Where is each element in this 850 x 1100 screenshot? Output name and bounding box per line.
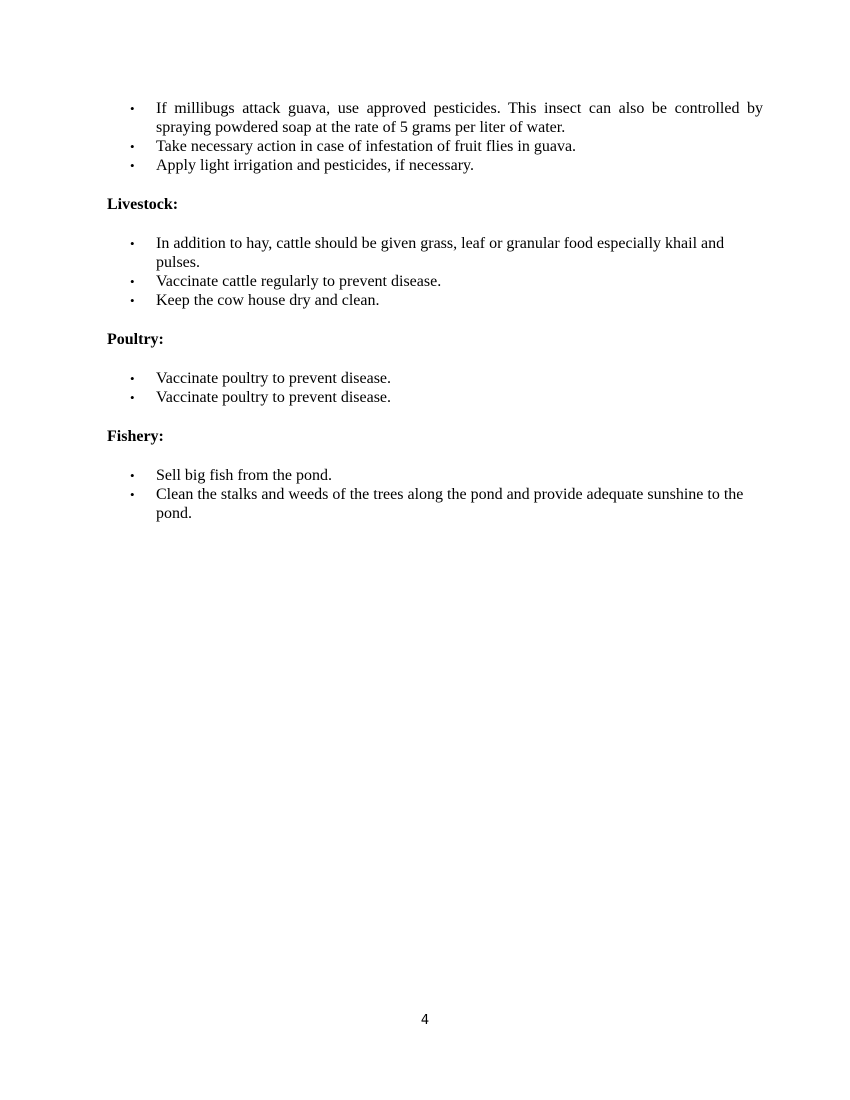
list-item-text: Sell big fish from the pond. <box>156 467 332 484</box>
fishery-list <box>107 466 763 523</box>
page-content <box>107 99 763 523</box>
bullet-icon: • <box>130 390 135 405</box>
bullet-icon: • <box>130 101 135 116</box>
livestock-heading: Livestock: <box>107 196 179 213</box>
bullet-icon: • <box>130 487 135 502</box>
guava-list <box>107 99 763 175</box>
list-item-text: Vaccinate poultry to prevent disease. <box>156 370 392 387</box>
list-item <box>107 156 763 175</box>
list-item <box>107 466 763 485</box>
bullet-icon: • <box>130 236 135 251</box>
list-item-text: Vaccinate poultry to prevent disease. <box>156 389 392 406</box>
poultry-list <box>107 369 763 407</box>
list-item <box>107 137 763 156</box>
list-item-text: Vaccinate cattle regularly to prevent disease. <box>156 273 442 290</box>
list-item <box>107 369 763 388</box>
list-item-text: Take necessary action in case of infestation of fruit flies in guava. <box>156 138 577 155</box>
list-item <box>107 291 763 310</box>
list-item <box>107 388 763 407</box>
list-item-text: Keep the cow house dry and clean. <box>156 292 380 309</box>
bullet-icon: • <box>130 158 135 173</box>
list-item <box>107 485 763 523</box>
list-item <box>107 272 763 291</box>
list-item <box>107 234 763 272</box>
list-item-text: Clean the stalks and weeds of the trees along the pond and provide adequate sunshine to the pond. <box>156 486 744 522</box>
bullet-icon: • <box>130 371 135 386</box>
poultry-heading: Poultry: <box>107 331 164 348</box>
list-item-text: If millibugs attack guava, use approved pesticides. This insect can also be controlled by spraying powdered soap at the rate of 5 grams per liter of water. <box>156 100 763 136</box>
list-item-text: Apply light irrigation and pesticides, if necessary. <box>156 157 474 174</box>
page-number: 4 <box>420 1013 430 1028</box>
list-item <box>107 99 763 137</box>
bullet-icon: • <box>130 468 135 483</box>
fishery-heading: Fishery: <box>107 428 164 445</box>
bullet-icon: • <box>130 274 135 289</box>
bullet-icon: • <box>130 139 135 154</box>
list-item-text: In addition to hay, cattle should be given grass, leaf or granular food especially khail and pulses. <box>156 235 725 271</box>
bullet-icon: • <box>130 293 135 308</box>
livestock-list <box>107 234 763 310</box>
